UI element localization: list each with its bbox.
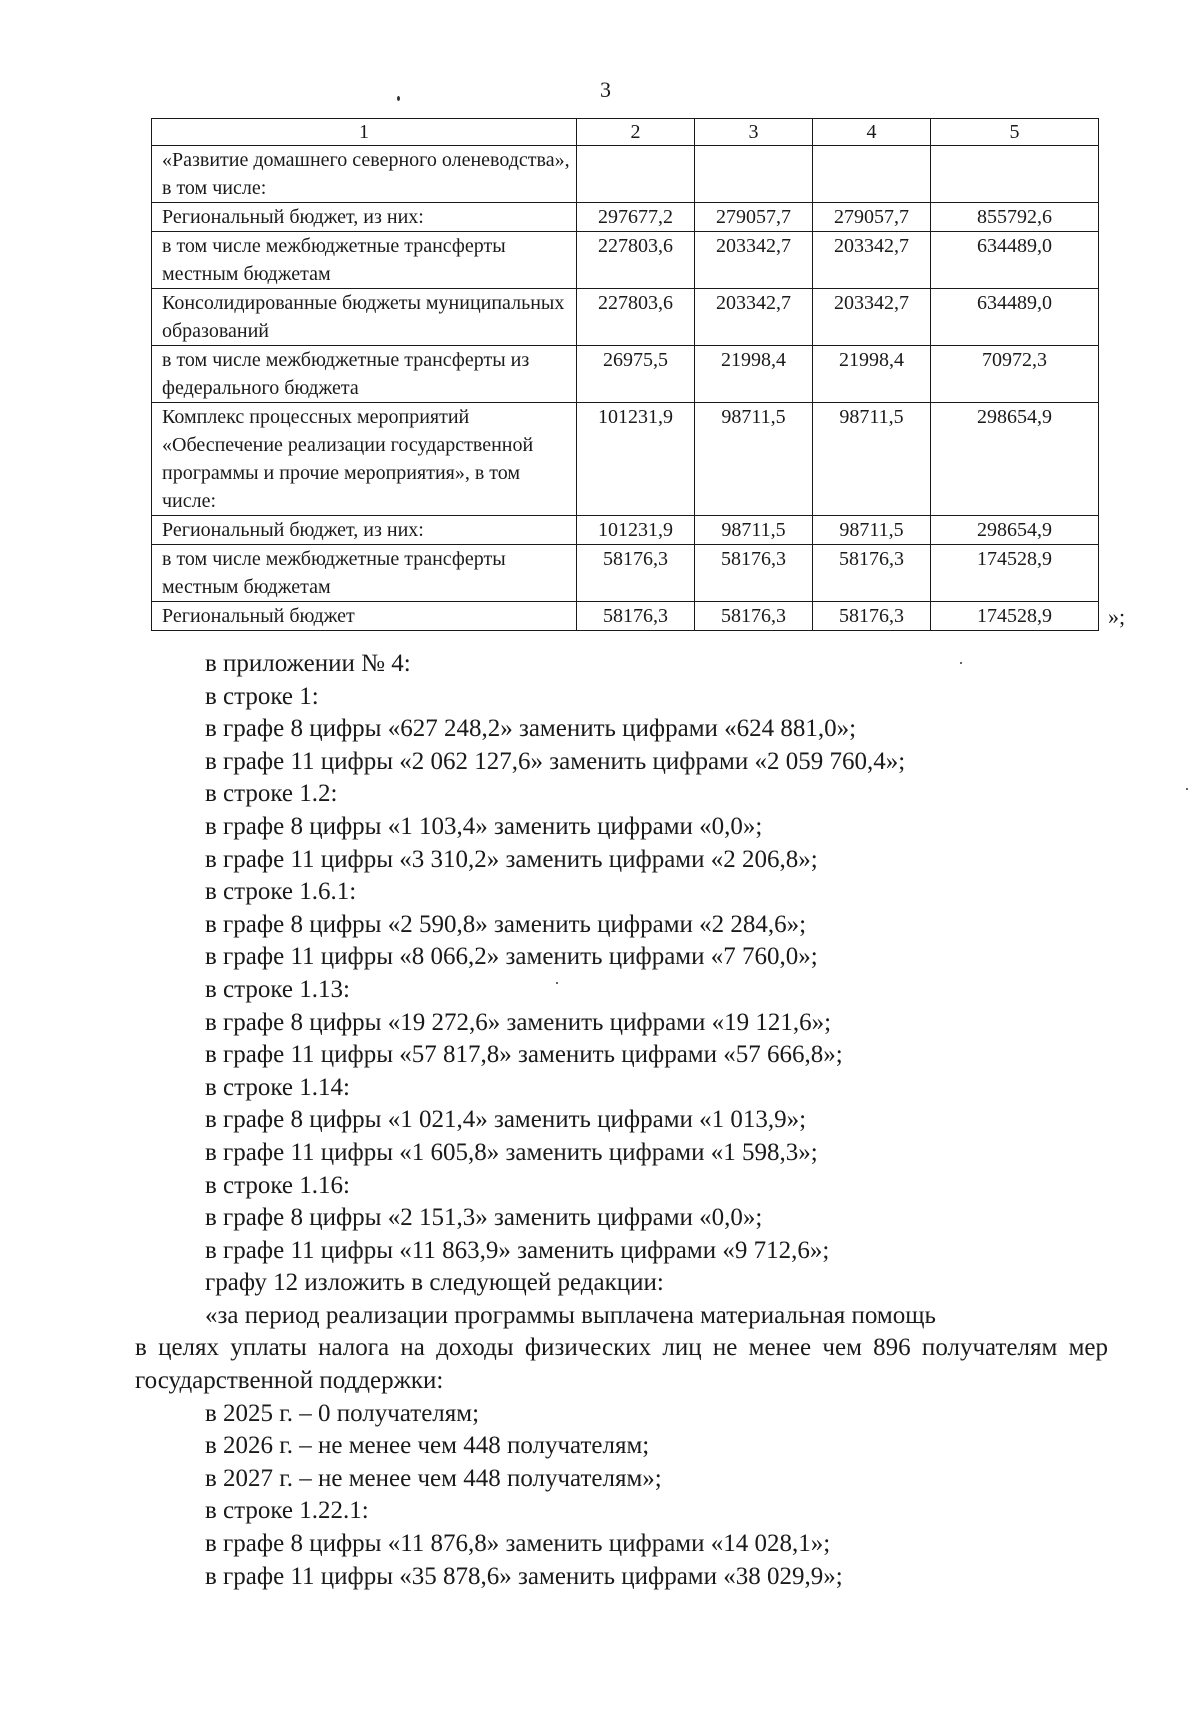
cell-value: 58176,3 (813, 545, 931, 602)
text-line: в строке 1.16: (205, 1171, 350, 1199)
cell-value: 101231,9 (577, 516, 695, 545)
cell-value: 26975,5 (577, 346, 695, 403)
table-row (152, 403, 1099, 516)
cell-value (813, 146, 931, 203)
cell-value (931, 146, 1099, 203)
cell-value: 297677,2 (577, 203, 695, 232)
text-line: в графе 8 цифры «1 021,4» заменить цифрами «1 013,9»; (205, 1106, 807, 1134)
cell-value: 21998,4 (695, 346, 813, 403)
text-line: в графе 11 цифры «1 605,8» заменить цифрами «1 598,3»; (205, 1138, 818, 1166)
cell-value: 203342,7 (813, 232, 931, 289)
row-label: «Развитие домашнего северного оленеводства», в том числе: (152, 146, 577, 203)
cell-value: 174528,9 (931, 545, 1099, 602)
page-number: 3 (600, 77, 611, 102)
row-label: в том числе межбюджетные трансферты из федерального бюджета (152, 346, 577, 403)
text-line: в строке 1.6.1: (205, 878, 357, 906)
table-header-row (152, 119, 1099, 146)
cell-value: 634489,0 (931, 289, 1099, 346)
cell-value: 203342,7 (813, 289, 931, 346)
text-line: в 2026 г. – не менее чем 448 получателям; (205, 1432, 650, 1460)
text-line: в графе 8 цифры «2 590,8» заменить цифрами «2 284,6»; (205, 910, 807, 938)
table-row (152, 203, 1099, 232)
text-line: в 2025 г. – 0 получателям; (205, 1399, 480, 1427)
cell-value: 98711,5 (813, 516, 931, 545)
text-line: в графе 8 цифры «19 272,6» заменить цифрами «19 121,6»; (205, 1008, 832, 1036)
cell-value: 58176,3 (577, 545, 695, 602)
row-label: Региональный бюджет, из них: (152, 516, 577, 545)
cell-value: 58176,3 (695, 602, 813, 631)
cell-value: 203342,7 (695, 289, 813, 346)
text-line: в графе 11 цифры «35 878,6» заменить цифрами «38 029,9»; (205, 1562, 843, 1590)
text-line: в строке 1.22.1: (205, 1497, 369, 1525)
text-line: в строке 1.14: (205, 1073, 350, 1101)
table-row (152, 545, 1099, 602)
text-line: в графе 8 цифры «11 876,8» заменить цифрами «14 028,1»; (205, 1530, 831, 1558)
cell-value: 58176,3 (695, 545, 813, 602)
row-label: Региональный бюджет (152, 602, 577, 631)
cell-value: 298654,9 (931, 516, 1099, 545)
cell-value (577, 146, 695, 203)
column-header: 3 (695, 119, 813, 146)
row-label: Региональный бюджет, из них: (152, 203, 577, 232)
text-line: в приложении № 4: (205, 650, 411, 677)
cell-value: 227803,6 (577, 289, 695, 346)
cell-value: 203342,7 (695, 232, 813, 289)
column-header: 4 (813, 119, 931, 146)
text-line: в графе 11 цифры «57 817,8» заменить цифрами «57 666,8»; (205, 1041, 843, 1069)
cell-value: 101231,9 (577, 403, 695, 516)
cell-value (695, 146, 813, 203)
cell-value: 98711,5 (813, 403, 931, 516)
row-label: в том числе межбюджетные трансферты местным бюджетам (152, 545, 577, 602)
table-row (152, 232, 1099, 289)
amendment-text (0, 648, 1200, 1593)
text-line: в строке 1.13: (205, 975, 350, 1003)
text-line: в графе 8 цифры «2 151,3» заменить цифрами «0,0»; (205, 1204, 763, 1232)
text-line: в графе 8 цифры «627 248,2» заменить цифрами «624 881,0»; (205, 715, 857, 743)
text-line: в строке 1.2: (205, 780, 338, 808)
row-label: Консолидированные бюджеты муниципальных образований (152, 289, 577, 346)
column-header: 5 (931, 119, 1099, 146)
text-line: в графе 11 цифры «8 066,2» заменить цифрами «7 760,0»; (205, 943, 818, 971)
scan-speck (397, 96, 400, 101)
cell-value: 855792,6 (931, 203, 1099, 232)
table-row (152, 289, 1099, 346)
text-line: графу 12 изложить в следующей редакции: (205, 1269, 664, 1297)
cell-value: 21998,4 (813, 346, 931, 403)
cell-value: 634489,0 (931, 232, 1099, 289)
row-label: Комплекс процессных мероприятий «Обеспечение реализации государственной программы и прочие мероприятия», в том числе: (152, 403, 577, 516)
cell-value: 58176,3 (577, 602, 695, 631)
paragraph-first-line: «за период реализации программы выплачена материальная помощь (205, 1301, 936, 1329)
table-row (152, 516, 1099, 545)
cell-value: 98711,5 (695, 403, 813, 516)
text-line: в графе 11 цифры «2 062 127,6» заменить цифрами «2 059 760,4»; (205, 747, 906, 775)
text-line: в строке 1: (205, 682, 319, 710)
table-row (152, 146, 1099, 203)
cell-value: 58176,3 (813, 602, 931, 631)
budget-table (151, 118, 1099, 631)
paragraph-continuation: в целях уплаты налога на доходы физических лиц не менее чем 896 получателям мер государственной поддержки: (135, 1334, 1108, 1395)
table-row (152, 346, 1099, 403)
cell-value: 227803,6 (577, 232, 695, 289)
column-header: 1 (152, 119, 577, 146)
cell-value: 279057,7 (813, 203, 931, 232)
cell-value: 174528,9 (931, 602, 1099, 631)
text-line: в графе 8 цифры «1 103,4» заменить цифрами «0,0»; (205, 812, 763, 840)
cell-value: 70972,3 (931, 346, 1099, 403)
cell-value: 98711,5 (695, 516, 813, 545)
cell-value: 298654,9 (931, 403, 1099, 516)
text-line: в графе 11 цифры «3 310,2» заменить цифрами «2 206,8»; (205, 845, 818, 873)
table-row (152, 602, 1099, 631)
table-closing-quote: »; (1108, 604, 1126, 629)
row-label: в том числе межбюджетные трансферты местным бюджетам (152, 232, 577, 289)
cell-value: 279057,7 (695, 203, 813, 232)
text-line: в 2027 г. – не менее чем 448 получателям»; (205, 1464, 662, 1492)
column-header: 2 (577, 119, 695, 146)
text-line: в графе 11 цифры «11 863,9» заменить цифрами «9 712,6»; (205, 1236, 830, 1264)
